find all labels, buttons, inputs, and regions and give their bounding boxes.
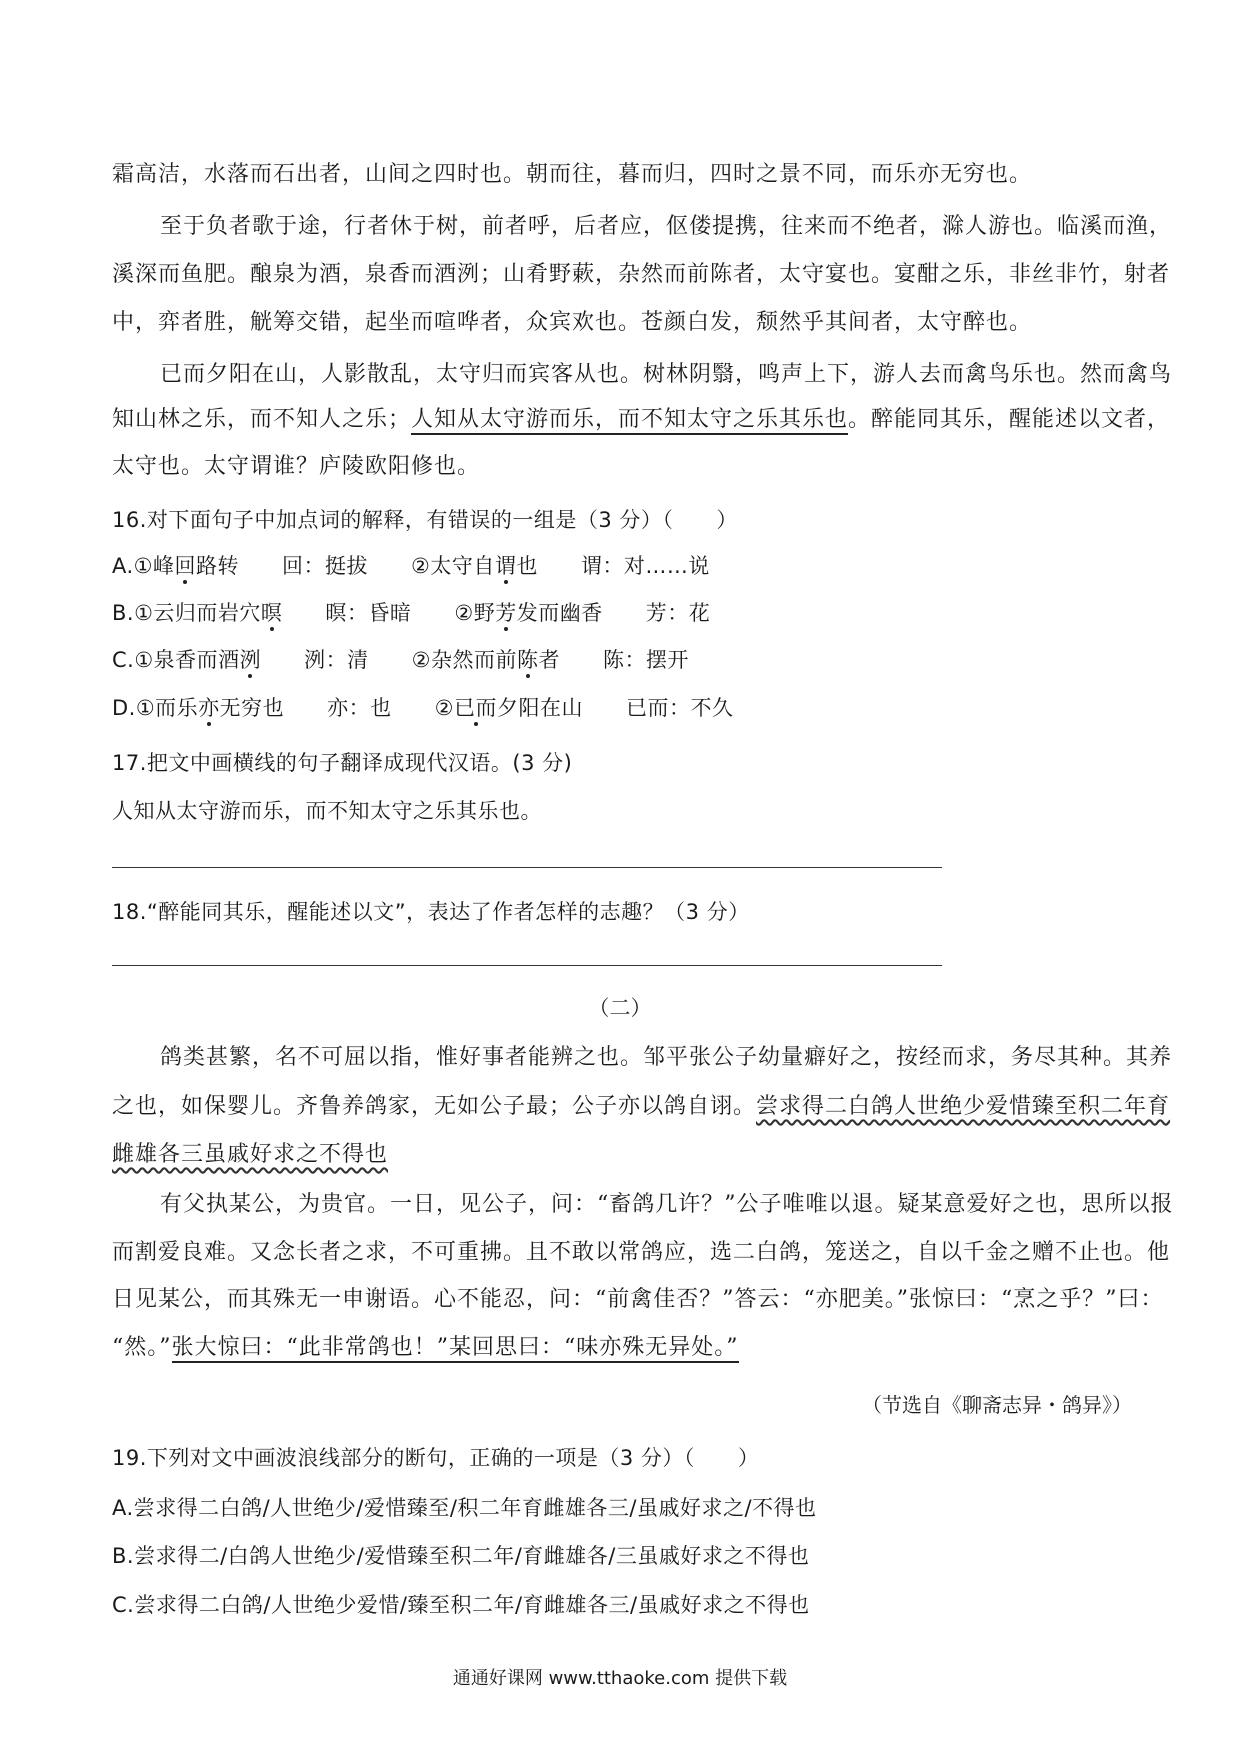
question-16-option-c xyxy=(112,645,689,675)
footer-credit: 通通好课网 www.tthaoke.com 提供下载 xyxy=(452,1668,788,1689)
dotted-word: 芳 xyxy=(495,601,517,625)
question-16-option-a xyxy=(112,551,710,581)
wavy-underlined-text: 雌雄各三虽戚好求之不得也 xyxy=(112,1142,389,1167)
passage1-line-3: 溪深而鱼肥。酿泉为酒，泉香而酒洌；山肴野蔌，杂然而前陈者，太守宴也。宴酣之乐，非丝非竹，射者 xyxy=(112,262,1171,287)
passage1-line-7: 太守也。太守谓谁？庐陵欧阳修也。 xyxy=(112,454,481,479)
question-19-option-a: A.尝求得二白鸽/人世绝少/爱惜臻至/积二年育雌雄各三/虽戚好求之/不得也 xyxy=(112,1496,817,1520)
question-18-stem: 18.“醉能同其乐，醒能述以文”，表达了作者怎样的志趣？（3 分） xyxy=(112,900,750,924)
passage1-line-2: 至于负者歌于途，行者休于树，前者呼，后者应，伛偻提携，往来而不绝者，滁人游也。临溪而渔， xyxy=(160,214,1173,239)
question-19-stem: 19.下列对文中画波浪线部分的断句，正确的一项是（3 分）（ ） xyxy=(112,1446,760,1470)
dotted-word: 亦 xyxy=(198,696,220,720)
option-b-mid: 暝：昏暗 ②野 xyxy=(282,601,496,625)
source-citation: （节选自《聊斋志异・鸽异》） xyxy=(862,1393,1132,1417)
passage1-line-6-pre: 知山林之乐，而不知人之乐； xyxy=(112,407,412,432)
passage1-line-1: 霜高洁，水落而石出者，山间之四时也。朝而往，暮而归，四时之景不同，而乐亦无穷也。 xyxy=(112,162,1033,187)
passage2-line-7-pre: “然。” xyxy=(112,1335,172,1360)
passage2-line-2 xyxy=(112,1092,1170,1122)
option-d-post: 夕阳在山 已而：不久 xyxy=(497,696,734,720)
question-16-option-b xyxy=(112,598,710,628)
passage2-line-5: 而割爱良难。又念长者之求，不可重拂。且不敢以常鸽应，选二白鸽，笼送之，自以千金之赠不止也。他 xyxy=(112,1240,1171,1265)
question-19-option-b: B.尝求得二/白鸽人世绝少/爱惜臻至积二年/育雌雄各/三虽戚好求之不得也 xyxy=(112,1544,810,1568)
passage1-line-5: 已而夕阳在山，人影散乱，太守归而宾客从也。树林阴翳，鸣声上下，游人去而禽鸟乐也。然而禽鸟 xyxy=(160,362,1173,387)
answer-line-17[interactable] xyxy=(112,867,942,868)
option-a-mid: 路转 回：挺拔 ②太守自 xyxy=(196,554,495,578)
question-17-sentence: 人知从太守游而乐，而不知太守之乐其乐也。 xyxy=(112,799,542,823)
passage2-line-3 xyxy=(112,1140,388,1170)
passage2-line-2-pre: 之也，如保婴儿。齐鲁养鸽家，无如公子最；公子亦以鸽自诩。 xyxy=(112,1094,757,1119)
option-c-pre: C.①泉香而酒 xyxy=(112,648,240,672)
passage2-line-7 xyxy=(112,1333,739,1363)
answer-line-18[interactable] xyxy=(112,965,942,966)
passage1-line-6 xyxy=(112,405,1170,435)
passage1-line-6-post: 。醉能同其乐，醒能述以文者， xyxy=(848,407,1171,432)
option-c-mid: 洌：清 ②杂然而前 xyxy=(261,648,517,672)
passage2-line-1: 鸽类甚繁，名不可屈以指，惟好事者能辨之也。邹平张公子幼量癖好之，按经而求，务尽其种。其养 xyxy=(160,1045,1173,1070)
passage2-line-4: 有父执某公，为贵官。一日，见公子，问：“畜鸽几许？”公子唯唯以退。疑某意爱好之也，思所以报 xyxy=(160,1192,1174,1217)
option-a-post: 也 谓：对……说 xyxy=(516,554,710,578)
passage1-line-4: 中，弈者胜，觥筹交错，起坐而喧哗者，众宾欢也。苍颜白发，颓然乎其间者，太守醉也。 xyxy=(112,310,1033,335)
question-17-stem: 17.把文中画横线的句子翻译成现代汉语。(3 分) xyxy=(112,751,573,775)
underlined-sentence: 张大惊曰：“此非常鸽也！”某回思曰：“味亦殊无异处。” xyxy=(172,1335,739,1363)
question-16-stem: 16.对下面句子中加点词的解释，有错误的一组是（3 分）（ ） xyxy=(112,508,738,532)
dotted-word: 陈 xyxy=(517,648,539,672)
dotted-word: 洌 xyxy=(239,648,262,672)
option-a-pre: A.①峰 xyxy=(112,554,175,578)
question-16-option-d xyxy=(112,693,734,723)
underlined-sentence: 人知从太守游而乐，而不知太守之乐其乐也 xyxy=(411,407,848,435)
option-c-post: 者 陈：摆开 xyxy=(538,648,689,672)
dotted-word: 谓 xyxy=(494,554,517,578)
option-d-pre: D.①而乐 xyxy=(112,696,199,720)
option-d-mid: 无穷也 亦：也 ② xyxy=(219,696,454,720)
dotted-word: 已而 xyxy=(454,696,497,720)
option-b-post: 发而幽香 芳：花 xyxy=(516,601,711,625)
question-19-option-c: C.尝求得二白鸽/人世绝少爱惜/臻至积二年/育雌雄各三/虽戚好求之不得也 xyxy=(112,1593,810,1617)
passage2-line-6: 日见某公，而其殊无一申谢语。心不能忍，问：“前禽佳否？”答云：“亦肥美。”张惊曰：“烹之乎？”曰： xyxy=(112,1287,1164,1312)
option-b-pre: B.①云归而岩穴 xyxy=(112,601,261,625)
section-heading: （二） xyxy=(588,996,652,1020)
dotted-word: 回 xyxy=(174,554,196,578)
dotted-word: 暝 xyxy=(260,601,283,625)
wavy-underlined-text: 尝求得二白鸽人世绝少爱惜臻至积二年育 xyxy=(756,1094,1171,1119)
